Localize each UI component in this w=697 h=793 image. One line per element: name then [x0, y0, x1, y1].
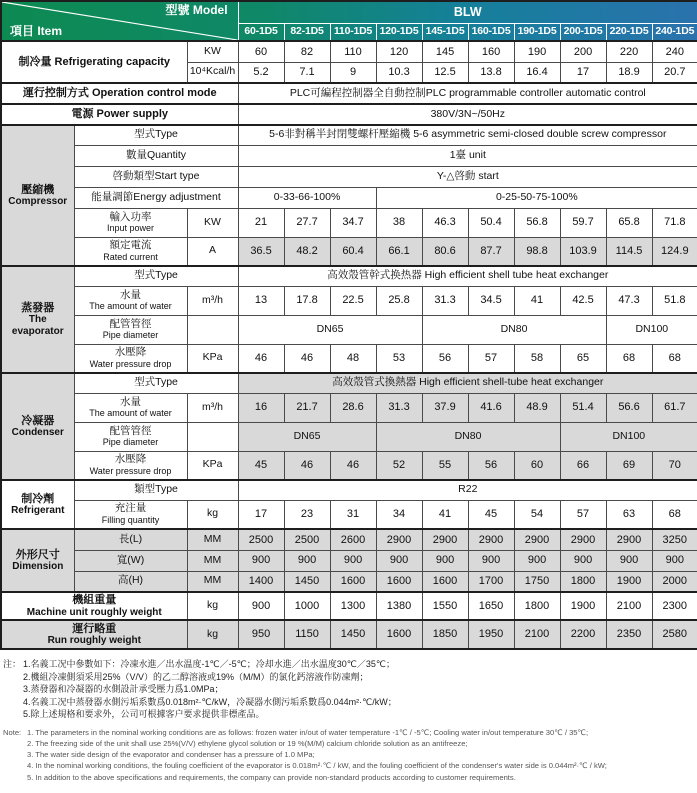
value-cell: 71.8 [652, 208, 697, 237]
rated-current-label-zh: 額定電流 [109, 239, 152, 252]
condenser-drop-label-en: Water pressure drop [89, 466, 172, 477]
unit-cell: kg [187, 500, 238, 529]
value-cell: 46.3 [422, 208, 468, 237]
value-cell: 190-1D5 [514, 23, 560, 41]
unit-weight-label-zh: 機組重量 [72, 594, 117, 607]
value-cell: 1800 [514, 592, 560, 620]
unit-cell [187, 315, 238, 344]
row-dimension-width [1, 550, 697, 571]
value-cell: 22.5 [330, 286, 376, 315]
value-cell: 114.5 [606, 237, 652, 266]
value-cell: 46 [284, 344, 330, 373]
value-cell: 3250 [652, 529, 697, 550]
value-cell: 57 [560, 500, 606, 529]
row-unit-weight [1, 592, 697, 620]
energy-adjustment-label: 能量調節Energy adjustment [74, 187, 238, 208]
footnotes [0, 650, 697, 793]
unit-weight-label-en: Machine unit roughly weight [26, 606, 162, 618]
value-cell: 1450 [284, 571, 330, 592]
value-cell: 68 [652, 344, 697, 373]
value-cell: 9 [330, 62, 376, 83]
value-cell: 60.4 [330, 237, 376, 266]
note-line: 3. The water side design of the evaporator and condenser has a pressure of 1.0 MPa; [27, 750, 315, 760]
value-cell: 46 [330, 451, 376, 480]
value-cell: 2300 [652, 592, 697, 620]
value-cell: 54 [514, 500, 560, 529]
value-cell: 900 [376, 550, 422, 571]
unit-cell: MM [187, 529, 238, 550]
evaporator-section-label [1, 266, 74, 373]
note-line: 1. The parameters in the nominal working conditions are as follows: frozen water in/out of water temperature -1℃ / -5℃; Cooling water in/out temperature 30℃ / 35℃; [27, 727, 589, 737]
note-line: 4. In the nominal working conditions, the fouling coefficient of the evaporator is 0.018m²·℃ / kW, and the fouling coefficient of the condenser's water side is 0.044m²·℃ / kW; [27, 761, 607, 771]
refrigerant-label-zh: 制冷劑 [21, 492, 55, 505]
value-cell: 50.4 [468, 208, 514, 237]
value-cell: 41 [514, 286, 560, 315]
value-cell: 2900 [376, 529, 422, 550]
model-item-diagonal-cell [1, 1, 238, 41]
value-cell: 240 [652, 41, 697, 62]
value-cell: 2350 [606, 620, 652, 649]
condenser-pipe-dn100: DN100 [560, 422, 697, 451]
value-cell: 55 [422, 451, 468, 480]
unit-cell: KPa [187, 451, 238, 480]
value-cell: 1700 [468, 571, 514, 592]
input-power-label-en: Input power [106, 223, 155, 234]
run-weight-label [1, 620, 187, 649]
evaporator-label-en: The evaporator [11, 314, 64, 337]
value-cell: 145 [422, 41, 468, 62]
value-cell: 41.6 [468, 393, 514, 422]
compressor-section-label [1, 125, 74, 266]
value-cell: 82-1D5 [284, 23, 330, 41]
value-cell: 68 [652, 500, 697, 529]
value-cell: 57 [468, 344, 514, 373]
notes-chinese [3, 658, 694, 721]
notes-english-label: Note: [3, 727, 22, 737]
compressor-type-value: 5-6非對稱半封閉雙螺杆壓縮機 5-6 asymmetric semi-closed double screw compressor [238, 125, 697, 145]
energy-group-1: 0-33-66-100% [238, 187, 376, 208]
value-cell: 103.9 [560, 237, 606, 266]
evaporator-drop-label-zh: 水壓降 [114, 346, 147, 359]
row-evaporator-pressure-drop [1, 344, 697, 373]
evaporator-type-value: 高效殼管幹式换热器 High efficient shell tube heat exchanger [238, 266, 697, 286]
rated-current-label [74, 237, 187, 266]
value-cell: 110-1D5 [330, 23, 376, 41]
row-refrigerant-type [1, 480, 697, 500]
value-cell: 1850 [422, 620, 468, 649]
value-cell: 45 [468, 500, 514, 529]
row-dimension-length [1, 529, 697, 550]
value-cell: 145-1D5 [422, 23, 468, 41]
length-label: 長(L) [74, 529, 187, 550]
value-cell: 1900 [606, 571, 652, 592]
value-cell: 900 [238, 592, 284, 620]
height-label: 高(H) [74, 571, 187, 592]
unit-cell: m³/h [187, 286, 238, 315]
value-cell: 17 [560, 62, 606, 83]
row-evaporator-type [1, 266, 697, 286]
value-cell: 200-1D5 [560, 23, 606, 41]
condenser-type-label: 型式Type [74, 373, 238, 393]
unit-cell: KW [187, 208, 238, 237]
value-cell: 18.9 [606, 62, 652, 83]
width-label: 寬(W) [74, 550, 187, 571]
value-cell: 10.3 [376, 62, 422, 83]
unit-cell: KPa [187, 344, 238, 373]
value-cell: 1000 [284, 592, 330, 620]
value-cell: 42.5 [560, 286, 606, 315]
value-cell: 124.9 [652, 237, 697, 266]
value-cell: 240-1D5 [652, 23, 697, 41]
value-cell: 160 [468, 41, 514, 62]
notes-chinese-label: 注： [3, 659, 22, 669]
condenser-pipe-label-zh: 配管管徑 [109, 424, 152, 437]
unit-cell: 10⁴Kcal/h [187, 62, 238, 83]
value-cell: 5.2 [238, 62, 284, 83]
evaporator-pipe-label-zh: 配管管徑 [109, 317, 152, 330]
evaporator-pipe-dn100: DN100 [606, 315, 697, 344]
value-cell: 1380 [376, 592, 422, 620]
unit-cell: MM [187, 571, 238, 592]
value-cell: 900 [284, 550, 330, 571]
value-cell: 59.7 [560, 208, 606, 237]
value-cell: 950 [238, 620, 284, 649]
value-cell: 31.3 [376, 393, 422, 422]
condenser-drop-label [74, 451, 187, 480]
row-energy-adjustment [1, 187, 697, 208]
condenser-pipe-label-en: Pipe diameter [102, 437, 159, 448]
value-cell: 61.7 [652, 393, 697, 422]
value-cell: 56 [468, 451, 514, 480]
value-cell: 51.8 [652, 286, 697, 315]
evaporator-drop-label-en: Water pressure drop [89, 359, 172, 370]
value-cell: 1600 [330, 571, 376, 592]
value-cell: 120-1D5 [376, 23, 422, 41]
evaporator-label-zh: 蒸發器 [21, 302, 55, 315]
value-cell: 48 [330, 344, 376, 373]
value-cell: 20.7 [652, 62, 697, 83]
value-cell: 2000 [652, 571, 697, 592]
value-cell: 66.1 [376, 237, 422, 266]
value-cell: 52 [376, 451, 422, 480]
header-row-series [1, 1, 697, 23]
value-cell: 46 [284, 451, 330, 480]
notes-english-lines [27, 727, 694, 783]
value-cell: 60 [238, 41, 284, 62]
table-header [1, 1, 697, 41]
condenser-drop-label-zh: 水壓降 [114, 453, 147, 466]
condenser-label-en: Condenser [11, 427, 64, 439]
evaporator-drop-label [74, 344, 187, 373]
quantity-label: 數量Quantity [74, 145, 238, 166]
value-cell: 51.4 [560, 393, 606, 422]
value-cell: 1600 [376, 571, 422, 592]
value-cell: 63 [606, 500, 652, 529]
value-cell: 45 [238, 451, 284, 480]
value-cell: 1750 [514, 571, 560, 592]
condenser-pipe-label [74, 422, 187, 451]
control-mode-value: PLC可編程控制器全自動控制PLC programmable controller automatic control [238, 83, 697, 104]
value-cell: 13.8 [468, 62, 514, 83]
evaporator-water-label-zh: 水量 [120, 288, 141, 301]
value-cell: 2580 [652, 620, 697, 649]
value-cell: 13 [238, 286, 284, 315]
note-line: 2. The freezing side of the unit shall use 25%(V/V) ethylene glycol solution or 19 %(M/M) calcium chloride solution as an antifreeze; [27, 738, 468, 748]
condenser-water-label-zh: 水量 [120, 395, 141, 408]
value-cell: 21.7 [284, 393, 330, 422]
refrigerant-section-label [1, 480, 74, 529]
row-evaporator-water [1, 286, 697, 315]
value-cell: 53 [376, 344, 422, 373]
value-cell: 120 [376, 41, 422, 62]
value-cell: 58 [514, 344, 560, 373]
value-cell: 31 [330, 500, 376, 529]
unit-cell: kg [187, 592, 238, 620]
value-cell: 1150 [284, 620, 330, 649]
value-cell: 56.6 [606, 393, 652, 422]
value-cell: 25.8 [376, 286, 422, 315]
value-cell: 160-1D5 [468, 23, 514, 41]
control-mode-label: 運行控制方式 Operation control mode [1, 83, 238, 104]
rated-current-label-en: Rated current [103, 252, 158, 263]
value-cell: 1900 [560, 592, 606, 620]
value-cell: 1450 [330, 620, 376, 649]
value-cell: 66 [560, 451, 606, 480]
value-cell: 900 [422, 550, 468, 571]
value-cell: 41 [422, 500, 468, 529]
note-line: 5.除上述規格和要求外，公司可根據客户要求提供非標產品。 [23, 709, 265, 719]
value-cell: 56 [422, 344, 468, 373]
value-cell: 220 [606, 41, 652, 62]
input-power-label [74, 208, 187, 237]
start-type-value: Y-△啓動 start [238, 166, 697, 187]
value-cell: 12.5 [422, 62, 468, 83]
value-cell: 220-1D5 [606, 23, 652, 41]
value-cell: 87.7 [468, 237, 514, 266]
value-cell: 1600 [422, 571, 468, 592]
value-cell: 38 [376, 208, 422, 237]
value-cell: 2900 [422, 529, 468, 550]
value-cell: 80.6 [422, 237, 468, 266]
row-dimension-height [1, 571, 697, 592]
value-cell: 200 [560, 41, 606, 62]
note-line: 1.名義工况中參數如下：冷凍水進／出水温度-1℃／-5℃；冷却水進／出水温度30℃／35℃； [23, 659, 395, 669]
energy-group-2: 0-25-50-75-100% [376, 187, 697, 208]
value-cell: 27.7 [284, 208, 330, 237]
dimension-label-zh: 外形尺寸 [15, 548, 60, 561]
row-evaporator-pipe [1, 315, 697, 344]
unit-cell: kg [187, 620, 238, 649]
value-cell: 1300 [330, 592, 376, 620]
quantity-value: 1臺 unit [238, 145, 697, 166]
dimension-label-en: Dimension [12, 561, 64, 573]
filling-quantity-label [74, 500, 187, 529]
run-weight-label-zh: 運行略重 [72, 622, 117, 635]
value-cell: 2100 [606, 592, 652, 620]
notes-english [3, 727, 694, 783]
note-line: 3.蒸發器和冷凝器的水側設計承受壓力爲1.0MPa； [23, 684, 224, 694]
row-control-mode [1, 83, 697, 104]
run-weight-label-en: Run roughly weight [47, 635, 141, 647]
value-cell: 47.3 [606, 286, 652, 315]
note-line: 4.名義工况中蒸發器水側污垢系數爲0.018m²·℃/kW，冷凝器水側污垢系數爲0.044m²·℃/kW； [23, 696, 397, 707]
row-condenser-type [1, 373, 697, 393]
row-condenser-water [1, 393, 697, 422]
value-cell: 1800 [560, 571, 606, 592]
evaporator-pipe-dn80: DN80 [422, 315, 606, 344]
value-cell: 2200 [560, 620, 606, 649]
condenser-water-label-en: The amount of water [89, 408, 172, 419]
value-cell: 16.4 [514, 62, 560, 83]
unit-weight-label [1, 592, 187, 620]
value-cell: 1600 [376, 620, 422, 649]
value-cell: 900 [652, 550, 697, 571]
refrigerant-label-en: Refrigerant [11, 505, 65, 517]
value-cell: 2500 [284, 529, 330, 550]
value-cell: 900 [468, 550, 514, 571]
value-cell: 48.9 [514, 393, 560, 422]
series-name: BLW [238, 1, 697, 23]
row-run-weight [1, 620, 697, 649]
condenser-pipe-dn80: DN80 [376, 422, 560, 451]
row-filling-quantity [1, 500, 697, 529]
value-cell: 900 [514, 550, 560, 571]
compressor-label-en: Compressor [8, 196, 68, 208]
unit-cell: m³/h [187, 393, 238, 422]
unit-cell: KW [187, 41, 238, 62]
value-cell: 7.1 [284, 62, 330, 83]
value-cell: 68 [606, 344, 652, 373]
condenser-pipe-dn65: DN65 [238, 422, 376, 451]
value-cell: 2900 [468, 529, 514, 550]
row-input-power [1, 208, 697, 237]
refrigerant-type-label: 類型Type [74, 480, 238, 500]
value-cell: 69 [606, 451, 652, 480]
note-line: 5. In addition to the above specifications and requirements, the company can provide non-standard products according to customer requirements. [27, 772, 516, 782]
row-compressor-type [1, 125, 697, 145]
value-cell: 56.8 [514, 208, 560, 237]
condenser-section-label [1, 373, 74, 480]
evaporator-pipe-label [74, 315, 187, 344]
condenser-water-label [74, 393, 187, 422]
evaporator-pipe-label-en: Pipe diameter [102, 330, 159, 341]
condenser-label-zh: 冷凝器 [21, 414, 55, 427]
value-cell: 2900 [560, 529, 606, 550]
value-cell: 31.3 [422, 286, 468, 315]
value-cell: 16 [238, 393, 284, 422]
value-cell: 98.8 [514, 237, 560, 266]
value-cell: 2600 [330, 529, 376, 550]
value-cell: 46 [238, 344, 284, 373]
value-cell: 48.2 [284, 237, 330, 266]
value-cell: 34 [376, 500, 422, 529]
value-cell: 70 [652, 451, 697, 480]
value-cell: 65 [560, 344, 606, 373]
value-cell: 34.7 [330, 208, 376, 237]
value-cell: 60 [514, 451, 560, 480]
row-rated-current [1, 237, 697, 266]
value-cell: 1400 [238, 571, 284, 592]
value-cell: 2900 [606, 529, 652, 550]
value-cell: 1550 [422, 592, 468, 620]
value-cell: 36.5 [238, 237, 284, 266]
unit-cell: MM [187, 550, 238, 571]
value-cell: 900 [606, 550, 652, 571]
value-cell: 23 [284, 500, 330, 529]
compressor-type-label: 型式Type [74, 125, 238, 145]
value-cell: 34.5 [468, 286, 514, 315]
value-cell: 28.6 [330, 393, 376, 422]
refrigerant-type-value: R22 [238, 480, 697, 500]
evaporator-pipe-dn65: DN65 [238, 315, 422, 344]
row-capacity-kw [1, 41, 697, 62]
value-cell: 900 [560, 550, 606, 571]
unit-cell [187, 422, 238, 451]
row-compressor-quantity [1, 145, 697, 166]
value-cell: 17.8 [284, 286, 330, 315]
start-type-label: 啓動類型Start type [74, 166, 238, 187]
value-cell: 2500 [238, 529, 284, 550]
value-cell: 2100 [514, 620, 560, 649]
row-condenser-pipe [1, 422, 697, 451]
value-cell: 1950 [468, 620, 514, 649]
power-supply-value: 380V/3N~/50Hz [238, 104, 697, 125]
value-cell: 17 [238, 500, 284, 529]
evaporator-type-label: 型式Type [74, 266, 238, 286]
dimension-section-label [1, 529, 74, 592]
value-cell: 110 [330, 41, 376, 62]
row-condenser-pressure-drop [1, 451, 697, 480]
power-supply-label: 電源 Power supply [1, 104, 238, 125]
input-power-label-zh: 輸入功率 [109, 210, 152, 223]
row-power-supply [1, 104, 697, 125]
value-cell: 1650 [468, 592, 514, 620]
capacity-label: 制冷量 Refrigerating capacity [1, 41, 187, 83]
notes-chinese-lines [23, 658, 694, 721]
value-cell: 900 [330, 550, 376, 571]
model-header-label: 型號 Model [165, 3, 228, 17]
compressor-label-zh: 壓縮機 [21, 183, 55, 196]
value-cell: 190 [514, 41, 560, 62]
value-cell: 60-1D5 [238, 23, 284, 41]
note-line: 2.機組冷凍側須采用25%（V/V）的乙二醇溶液或19%（M/M）的氯化鈣溶液作防凍劑； [23, 671, 369, 682]
value-cell: 65.8 [606, 208, 652, 237]
value-cell: 900 [238, 550, 284, 571]
value-cell: 21 [238, 208, 284, 237]
filling-quantity-label-en: Filling quantity [101, 515, 160, 526]
unit-cell: A [187, 237, 238, 266]
evaporator-water-label-en: The amount of water [89, 301, 172, 312]
condenser-type-value: 高效殼管式換熱器 High efficient shell-tube heat exchanger [238, 373, 697, 393]
evaporator-water-label [74, 286, 187, 315]
value-cell: 37.9 [422, 393, 468, 422]
row-compressor-start-type [1, 166, 697, 187]
value-cell: 2900 [514, 529, 560, 550]
value-cell: 82 [284, 41, 330, 62]
item-header-label: 項目 Item [10, 23, 63, 38]
filling-quantity-label-zh: 充注量 [114, 502, 147, 515]
